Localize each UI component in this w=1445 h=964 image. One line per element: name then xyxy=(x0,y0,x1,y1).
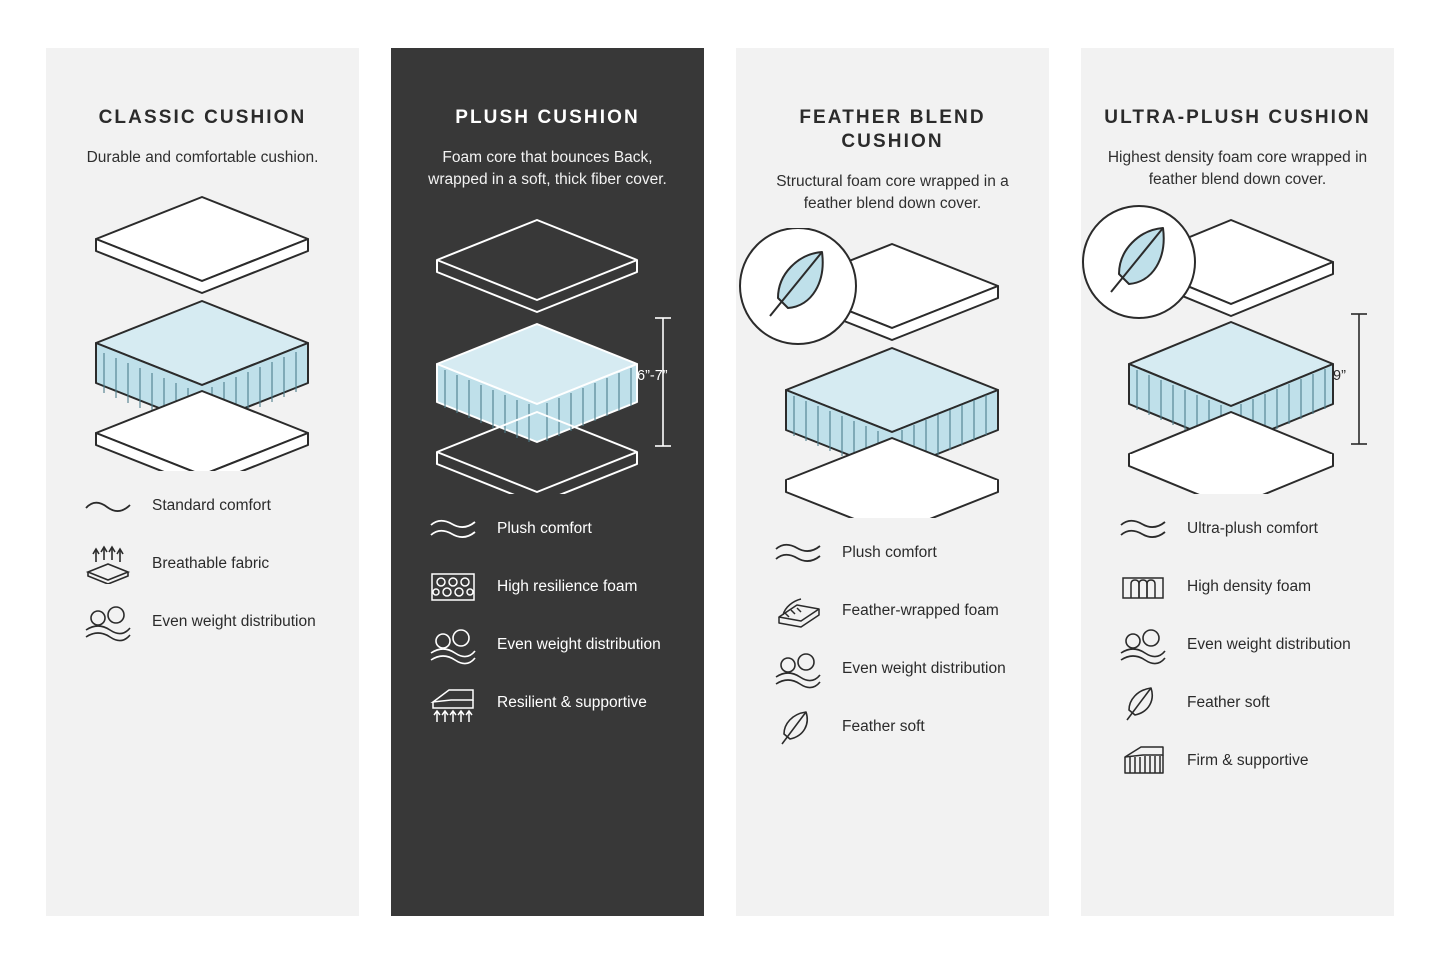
card-description: Highest density foam core wrapped in feather blend down cover. xyxy=(1107,148,1368,189)
list-item[interactable] xyxy=(1115,674,1360,732)
list-item[interactable] xyxy=(80,535,325,593)
card-plush-cushion[interactable] xyxy=(391,48,704,916)
list-item[interactable] xyxy=(1115,732,1360,790)
feature-label: Even weight distribution xyxy=(842,659,1006,677)
wave-icon xyxy=(770,539,826,567)
feature-label: Feather soft xyxy=(1187,693,1270,711)
resilient-support-icon xyxy=(425,682,481,724)
honeycomb-foam-icon xyxy=(425,568,481,606)
list-item[interactable] xyxy=(770,524,1015,582)
weight-distribution-icon xyxy=(770,649,826,689)
card-description: Structural foam core wrapped in a feather blend down cover. xyxy=(776,172,1009,213)
feature-label: Firm & supportive xyxy=(1187,751,1309,769)
feature-list xyxy=(391,500,704,732)
list-item[interactable] xyxy=(1115,500,1360,558)
feather-badge xyxy=(1083,206,1195,318)
feature-label: Even weight distribution xyxy=(152,613,316,631)
list-item[interactable] xyxy=(1115,616,1360,674)
feather-icon xyxy=(1115,682,1171,724)
list-item[interactable] xyxy=(1115,558,1360,616)
list-item[interactable] xyxy=(425,500,670,558)
wave-icon xyxy=(425,515,481,543)
dimension-text: 6”-7” xyxy=(637,367,668,384)
weight-distribution-icon xyxy=(425,625,481,665)
feature-label: Resilient & supportive xyxy=(497,693,647,711)
card-classic-cushion[interactable] xyxy=(46,48,359,916)
list-item[interactable] xyxy=(425,674,670,732)
feature-label: Feather soft xyxy=(842,717,925,735)
feature-list xyxy=(1081,500,1394,790)
feature-label: Feather-wrapped foam xyxy=(842,601,999,619)
list-item[interactable] xyxy=(770,698,1015,756)
page-title: FEATHER BLEND CUSHION xyxy=(799,107,986,152)
feather-badge xyxy=(740,228,856,344)
feather-wrapped-foam-icon xyxy=(770,591,826,631)
feature-list xyxy=(46,477,359,651)
exploded-cushion-diagram xyxy=(736,228,1049,518)
high-density-foam-icon xyxy=(1115,570,1171,604)
weight-distribution-icon xyxy=(1115,625,1171,665)
list-item[interactable] xyxy=(425,558,670,616)
feature-label: Plush comfort xyxy=(842,543,937,561)
page-title: CLASSIC CUSHION xyxy=(98,107,307,128)
list-item[interactable] xyxy=(425,616,670,674)
wave-icon xyxy=(1115,515,1171,543)
feature-label: Ultra-plush comfort xyxy=(1187,519,1318,537)
feature-label: Breathable fabric xyxy=(152,555,270,573)
feature-label: Standard comfort xyxy=(152,497,271,515)
feature-label: High density foam xyxy=(1187,577,1312,595)
exploded-cushion-diagram xyxy=(391,204,704,494)
firm-support-icon xyxy=(1115,741,1171,781)
feature-label: Plush comfort xyxy=(497,519,592,537)
card-feather-blend-cushion[interactable] xyxy=(736,48,1049,916)
card-description: Foam core that bounces Back, wrapped in a soft, thick fiber cover. xyxy=(428,148,667,189)
card-ultra-plush-cushion[interactable] xyxy=(1081,48,1394,916)
feature-list xyxy=(736,524,1049,756)
feature-label: Even weight distribution xyxy=(497,635,661,653)
dimension-text: 9” xyxy=(1333,367,1346,384)
page-title: ULTRA-PLUSH CUSHION xyxy=(1104,107,1371,128)
breathable-fabric-icon xyxy=(80,544,136,584)
feature-label: High resilience foam xyxy=(497,577,638,595)
list-item[interactable] xyxy=(770,640,1015,698)
feature-label: Even weight distribution xyxy=(1187,635,1351,653)
list-item[interactable] xyxy=(80,477,325,535)
card-description: Durable and comfortable cushion. xyxy=(86,148,319,166)
page-title: PLUSH CUSHION xyxy=(455,107,640,128)
feather-icon xyxy=(770,706,826,748)
list-item[interactable] xyxy=(80,593,325,651)
wave-icon xyxy=(80,494,136,518)
list-item[interactable] xyxy=(770,582,1015,640)
exploded-cushion-diagram xyxy=(1081,204,1394,494)
exploded-cushion-diagram xyxy=(46,181,359,471)
weight-distribution-icon xyxy=(80,602,136,642)
